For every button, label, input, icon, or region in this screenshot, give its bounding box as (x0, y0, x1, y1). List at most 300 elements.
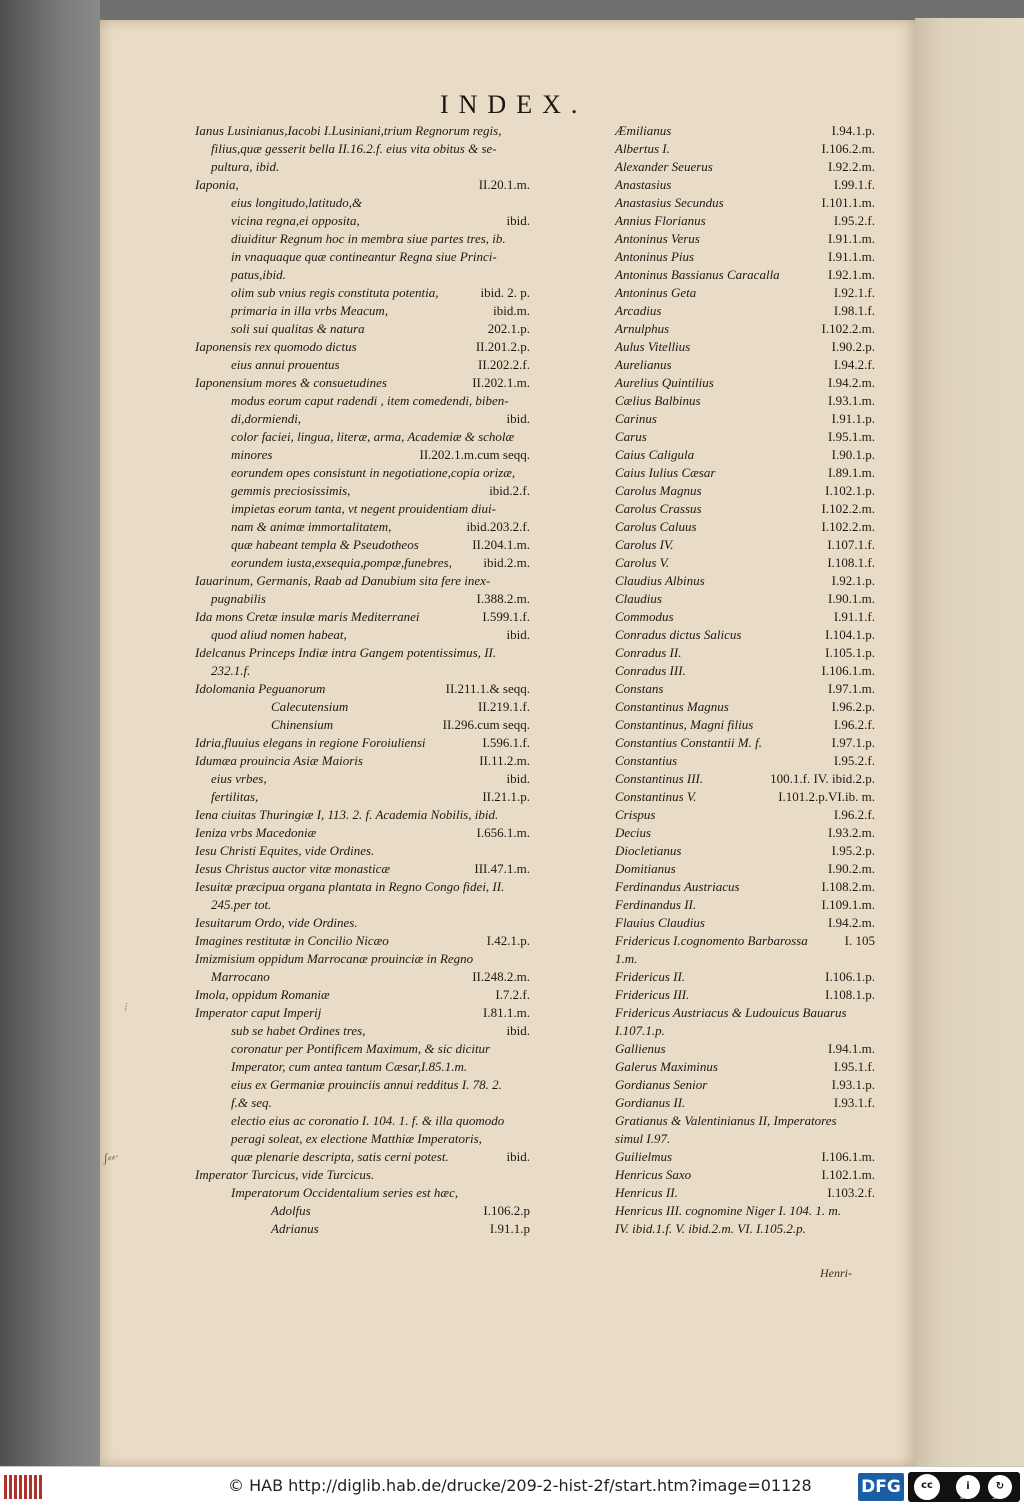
index-entry-text: Diocletianus (615, 843, 682, 858)
index-entry-text: pultura, ibid. (211, 159, 280, 174)
index-entry-reference: I.91.1.p. (831, 411, 875, 426)
index-entry (195, 1022, 530, 1040)
bleed-through-text (915, 18, 1024, 1466)
index-entry-reference: I.102.1.p. (825, 483, 875, 498)
index-entry-reference: I.98.1.f. (833, 303, 875, 318)
scanner-background-left (0, 0, 100, 1466)
index-entry-text: Æmilianus (615, 123, 672, 138)
index-entry-text: olim sub vnius regis constituta potentia, (231, 285, 439, 300)
index-entry-reference: I.108.1.p. (825, 987, 875, 1002)
index-entry (615, 572, 875, 590)
index-entry (615, 320, 875, 338)
index-entry (195, 122, 530, 140)
index-entry-text: Carolus Caluus (615, 519, 697, 534)
index-entry (615, 914, 875, 932)
index-entry-reference: I.95.1.f. (833, 1059, 875, 1074)
index-entry-reference: I.95.2.f. (833, 753, 875, 768)
index-entry-text: Ianus Lusinianus,Iacobi I.Lusiniani,trium Regnorum regis, (195, 123, 502, 138)
index-entry (615, 500, 875, 518)
margin-annotation-mark: ʃ⸗⸗· (103, 1149, 120, 1165)
index-entry-text: Imperatorum Occidentalium series est hæc, (231, 1185, 459, 1200)
index-entry (195, 464, 530, 482)
index-entry-reference: I.94.2.m. (828, 375, 875, 390)
index-entry-text: Domitianus (615, 861, 676, 876)
index-entry (195, 428, 530, 446)
index-entry (195, 950, 530, 968)
index-entry-text: electio eius ac coronatio I. 104. 1. f. & illa quomodo (231, 1113, 505, 1128)
index-entry (615, 428, 875, 446)
index-entry-text: patus,ibid. (231, 267, 286, 282)
index-entry (195, 554, 530, 572)
index-entry (195, 1220, 530, 1238)
index-entry-text: Imagines restitutæ in Concilio Nicæo (195, 933, 389, 948)
index-entry (615, 932, 875, 950)
index-entry-text: Idelcanus Princeps Indiæ intra Gangem potentissimus, II. (195, 645, 497, 660)
index-entry-text: Albertus I. (615, 141, 670, 156)
index-entry-text: nam & animæ immortalitatem, (231, 519, 392, 534)
index-entry-reference: I.93.1.f. (833, 1095, 875, 1110)
cc-icon: cc (914, 1474, 940, 1500)
index-entry (615, 878, 875, 896)
index-entry-text: Constantius Constantii M. f. (615, 735, 762, 750)
index-entry-text: I.107.1.p. (615, 1023, 665, 1038)
index-entry-text: Imizmisium oppidum Marrocanæ prouinciæ in Regno (195, 951, 474, 966)
index-entry-reference: II.202.1.m. (472, 375, 530, 390)
index-entry-reference: I.109.1.m. (821, 897, 875, 912)
index-entry-reference: I.596.1.f. (482, 735, 530, 750)
index-entry (615, 1076, 875, 1094)
index-entry (615, 140, 875, 158)
index-entry-text: filius,quæ gesserit bella II.16.2.f. eius vita obitus & se- (211, 141, 497, 156)
cc-by-label: BY (960, 1493, 969, 1501)
index-entry (195, 788, 530, 806)
index-entry-text: Aulus Vitellius (615, 339, 691, 354)
index-entry-reference: I.105.1.p. (825, 645, 875, 660)
index-entry-text: Henricus II. (615, 1185, 678, 1200)
index-entry (195, 1058, 530, 1076)
index-entry (195, 860, 530, 878)
index-entry-reference: I.93.1.m. (828, 393, 875, 408)
index-entry-reference: I.102.1.m. (821, 1167, 875, 1182)
index-entry-text: Ida mons Cretæ insulæ maris Mediterranei (195, 609, 420, 624)
index-entry-text: Carolus Crassus (615, 501, 702, 516)
index-entry (195, 1040, 530, 1058)
index-entry-text: Constantius (615, 753, 678, 768)
index-entry-reference: ibid. (506, 771, 530, 786)
index-entry-text: eius annui prouentus (231, 357, 340, 372)
index-entry-text: Iesuitæ præcipua organa plantata in Regno Congo fidei, II. (195, 879, 505, 894)
index-entry-text: Iauarinum, Germanis, Raab ad Danubium sita fere inex- (195, 573, 491, 588)
index-entry-text: Alexander Seuerus (615, 159, 713, 174)
index-entry (615, 644, 875, 662)
index-entry (615, 1094, 875, 1112)
index-entry-text: Imperator, cum antea tantum Cæsar,I.85.1.m. (231, 1059, 468, 1074)
index-entry-text: IV. ibid.1.f. V. ibid.2.m. VI. I.105.2.p. (615, 1221, 806, 1236)
index-entry-text: Crispus (615, 807, 656, 822)
index-entry (615, 1148, 875, 1166)
index-entry (615, 842, 875, 860)
index-entry (195, 590, 530, 608)
index-entry-text: Constantinus V. (615, 789, 697, 804)
index-entry-text: Anastasius (615, 177, 672, 192)
index-entry-text: Imperator Turcicus, vide Turcicus. (195, 1167, 375, 1182)
index-entry-reference: I.101.1.m. (821, 195, 875, 210)
index-entry-reference: I.96.2.p. (831, 699, 875, 714)
index-entry-text: eius vrbes, (211, 771, 267, 786)
index-entry-text: Constans (615, 681, 664, 696)
index-entry-reference: II.219.1.f. (478, 699, 530, 714)
index-entry (195, 1130, 530, 1148)
index-entry-reference: I.95.1.m. (828, 429, 875, 444)
index-entry (195, 374, 530, 392)
index-entry-text: Carus (615, 429, 647, 444)
index-entry-text: Adrianus (271, 1221, 319, 1236)
index-entry-reference: I.106.1.m. (821, 663, 875, 678)
index-entry-reference: I.96.2.f. (833, 807, 875, 822)
index-entry-text: Iesu Christi Equites, vide Ordines. (195, 843, 375, 858)
index-entry-text: quæ habeant templa & Pseudotheos (231, 537, 419, 552)
facing-page-edge (915, 18, 1024, 1466)
index-entry-reference: II.202.1.m.cum seqq. (419, 447, 530, 462)
index-entry-text: vicina regna,ei opposita, (231, 213, 360, 228)
index-entry (615, 770, 875, 788)
page-title: INDEX. (440, 90, 588, 119)
index-entry (195, 392, 530, 410)
index-entry (615, 1130, 875, 1148)
index-entry-reference: I.94.2.m. (828, 915, 875, 930)
index-entry-text: Annius Florianus (615, 213, 706, 228)
index-entry-reference: III.47.1.m. (474, 861, 530, 876)
index-entry-text: Fridericus III. (615, 987, 690, 1002)
index-entry-text: Iaponensis rex quomodo dictus (195, 339, 357, 354)
index-entry (195, 302, 530, 320)
index-entry-text: Caius Iulius Cæsar (615, 465, 716, 480)
index-entry (615, 194, 875, 212)
index-entry (615, 482, 875, 500)
index-entry-text: Claudius Albinus (615, 573, 705, 588)
index-entry-text: Antoninus Verus (615, 231, 700, 246)
index-entry (195, 482, 530, 500)
index-entry-reference: I.93.2.m. (828, 825, 875, 840)
index-entry-reference: I.81.1.m. (483, 1005, 530, 1020)
index-entry (615, 590, 875, 608)
index-entry (195, 1004, 530, 1022)
index-entry-text: Iesus Christus auctor vitæ monasticæ (195, 861, 391, 876)
index-entry (615, 806, 875, 824)
index-entry (615, 338, 875, 356)
index-entry-text: Fridericus Austriacus & Ludouicus Bauarus (615, 1005, 847, 1020)
index-entry-text: Carinus (615, 411, 657, 426)
index-entry-text: Constantinus III. (615, 771, 704, 786)
index-entry-text: Constantinus, Magni filius (615, 717, 754, 732)
index-entry (195, 770, 530, 788)
index-entry-text: Adolfus (271, 1203, 311, 1218)
index-entry (615, 230, 875, 248)
index-entry-text: Henricus III. cognomine Niger I. 104. 1. m. (615, 1203, 842, 1218)
index-entry-reference: I.7.2.f. (495, 987, 530, 1002)
index-entry-reference: I.102.2.m. (821, 321, 875, 336)
index-entry (615, 734, 875, 752)
index-entry (615, 122, 875, 140)
index-entry-text: di,dormiendi, (231, 411, 302, 426)
viewer-footer (0, 1466, 1024, 1507)
index-entry-text: Iaponensium mores & consuetudines (195, 375, 387, 390)
index-entry (195, 1166, 530, 1184)
index-entry-reference: I.94.1.m. (828, 1041, 875, 1056)
margin-annotation-mark: ⁞ (124, 1000, 128, 1014)
index-entry-reference: I.90.1.m. (828, 591, 875, 606)
index-entry (195, 824, 530, 842)
index-entry (195, 1148, 530, 1166)
index-entry-reference: ibid. (506, 627, 530, 642)
index-entry-text: Constantinus Magnus (615, 699, 729, 714)
index-entry (615, 1166, 875, 1184)
index-entry-reference: I.94.2.f. (833, 357, 875, 372)
index-entry-reference: 202.1.p. (487, 321, 530, 336)
index-entry-text: Caius Caligula (615, 447, 695, 462)
index-entry (195, 1094, 530, 1112)
index-entry (615, 662, 875, 680)
index-entry (615, 410, 875, 428)
index-entry-text: fertilitas, (211, 789, 259, 804)
index-entry-reference: I.656.1.m. (476, 825, 530, 840)
index-entry-text: Chinensium (271, 717, 334, 732)
index-entry-text: gemmis preciosissimis, (231, 483, 351, 498)
index-entry-text: 1.m. (615, 951, 638, 966)
index-entry (615, 284, 875, 302)
index-entry-reference: I.388.2.m. (476, 591, 530, 606)
index-entry-reference: II.21.1.p. (482, 789, 530, 804)
index-entry-reference: 100.1.f. IV. ibid.2.p. (770, 771, 875, 786)
index-entry (195, 248, 530, 266)
index-entry-reference: ibid. (506, 1149, 530, 1164)
index-entry-text: Antoninus Bassianus Caracalla (615, 267, 780, 282)
index-entry-reference: II.202.2.f. (478, 357, 530, 372)
index-entry-text: Cælius Balbinus (615, 393, 701, 408)
index-entry (615, 464, 875, 482)
index-entry-reference: II.296.cum seqq. (442, 717, 530, 732)
index-entry-text: Antoninus Geta (615, 285, 697, 300)
index-entry-reference: I.92.1.m. (828, 267, 875, 282)
index-entry-text: Carolus IV. (615, 537, 674, 552)
index-entry-text: primaria in illa vrbs Meacum, (231, 303, 389, 318)
index-entry-reference: I.101.2.p.VI.ib. m. (778, 789, 875, 804)
index-entry-text: Conradus III. (615, 663, 686, 678)
index-entry (615, 1220, 875, 1238)
index-entry (195, 158, 530, 176)
index-entry (195, 842, 530, 860)
index-entry-text: Idolomania Peguanorum (195, 681, 326, 696)
index-entry-reference: ibid.2.f. (489, 483, 530, 498)
index-entry (195, 698, 530, 716)
copyright-link[interactable]: © HAB http://diglib.hab.de/drucke/209-2-hist-2f/start.htm?image=01128 (228, 1476, 812, 1495)
index-entry (195, 896, 530, 914)
index-entry (615, 302, 875, 320)
index-entry-reference: I.97.1.p. (831, 735, 875, 750)
index-entry (615, 176, 875, 194)
index-entry (195, 968, 530, 986)
index-entry (615, 266, 875, 284)
index-entry (615, 896, 875, 914)
index-entry-text: Arcadius (615, 303, 662, 318)
catchword: Henri- (820, 1266, 852, 1280)
index-entry-reference: I.94.1.p. (831, 123, 875, 138)
index-entry-reference: I.106.1.p. (825, 969, 875, 984)
index-entry (195, 572, 530, 590)
index-entry-text: Aurelianus (615, 357, 672, 372)
index-entry-reference: ibid.2.m. (483, 555, 530, 570)
index-entry (195, 932, 530, 950)
index-entry (615, 680, 875, 698)
index-entry (195, 266, 530, 284)
index-entry-text: Calecutensium (271, 699, 349, 714)
index-entry-text: modus eorum caput radendi , item comedendi, biben- (231, 393, 509, 408)
index-entry-text: Carolus V. (615, 555, 670, 570)
index-entry (195, 230, 530, 248)
index-entry (195, 500, 530, 518)
index-entry-reference: I.106.2.m. (821, 141, 875, 156)
index-entry-text: Ieniza vrbs Macedoniæ (195, 825, 317, 840)
index-entry-text: Antoninus Pius (615, 249, 695, 264)
index-entry-reference: I. 105 (844, 933, 875, 948)
index-entry-reference: I.91.1.p (489, 1221, 530, 1236)
index-entry-text: Aurelius Quintilius (615, 375, 714, 390)
index-entry-reference: I.106.2.p (483, 1203, 530, 1218)
index-entry (195, 176, 530, 194)
index-entry (195, 626, 530, 644)
index-entry (615, 860, 875, 878)
index-entry-text: pugnabilis (211, 591, 266, 606)
index-entry (615, 1022, 875, 1040)
index-entry-reference: I.102.2.m. (821, 501, 875, 516)
index-entry-text: Flauius Claudius (615, 915, 705, 930)
index-entry (615, 716, 875, 734)
index-entry-reference: II.248.2.m. (472, 969, 530, 984)
index-entry (615, 626, 875, 644)
index-entry-text: Anastasius Secundus (615, 195, 724, 210)
index-entry-reference: II.201.2.p. (475, 339, 530, 354)
index-entry (195, 716, 530, 734)
index-entry-text: Conradus dictus Salicus (615, 627, 742, 642)
index-entry-text: Gordianus Senior (615, 1077, 708, 1092)
index-entry (195, 1184, 530, 1202)
index-entry-reference: I.97.1.m. (828, 681, 875, 696)
index-entry-text: Ferdinandus Austriacus (615, 879, 740, 894)
index-entry (615, 1112, 875, 1130)
index-entry-text: eius ex Germaniæ prouinciis annui redditus I. 78. 2. (231, 1077, 502, 1092)
index-entry-text: peragi soleat, ex electione Matthiæ Imperatoris, (231, 1131, 482, 1146)
index-entry (195, 536, 530, 554)
index-entry-text: Iena ciuitas Thuringiæ I, 113. 2. f. Academia Nobilis, ibid. (195, 807, 499, 822)
index-entry-reference: ibid.203.2.f. (466, 519, 530, 534)
index-entry-text: Iesuitarum Ordo, vide Ordines. (195, 915, 358, 930)
index-entry-text: coronatur per Pontificem Maximum, & sic dicitur (231, 1041, 491, 1056)
index-entry-text: 232.1.f. (211, 663, 251, 678)
index-entry-text: Henricus Saxo (615, 1167, 692, 1182)
index-entry (615, 1202, 875, 1220)
index-entry-text: Fridericus I.cognomento Barbarossa (615, 933, 808, 948)
index-entry (195, 194, 530, 212)
hab-barcode-logo[interactable] (4, 1475, 46, 1499)
index-entry-text: Decius (615, 825, 652, 840)
index-entry (615, 518, 875, 536)
index-entry-reference: I.95.2.f. (833, 213, 875, 228)
index-entry (195, 806, 530, 824)
index-entry (195, 986, 530, 1004)
index-entry-reference: I.90.1.p. (831, 447, 875, 462)
index-entry-reference: I.96.2.f. (833, 717, 875, 732)
index-entry-reference: I.107.1.f. (827, 537, 875, 552)
index-entry-text: Conradus II. (615, 645, 682, 660)
index-entry-reference: ibid. 2. p. (480, 285, 530, 300)
index-entry (195, 410, 530, 428)
index-entry (615, 1184, 875, 1202)
index-entry-reference: I.91.1.m. (828, 231, 875, 246)
index-entry (195, 212, 530, 230)
index-entry-text: 245.per tot. (211, 897, 272, 912)
index-entry (615, 248, 875, 266)
index-entry (615, 392, 875, 410)
index-entry-reference: I.102.2.m. (821, 519, 875, 534)
index-entry (615, 950, 875, 968)
index-entry (195, 446, 530, 464)
index-column-left (195, 122, 530, 1238)
index-entry-text: Imola, oppidum Romaniæ (195, 987, 330, 1002)
cc-sa-label: SA (992, 1493, 1002, 1501)
index-entry-text: f.& seq. (231, 1095, 272, 1110)
index-entry-text: Guilielmus (615, 1149, 673, 1164)
index-entry-text: sub se habet Ordines tres, (231, 1023, 366, 1038)
index-entry (195, 518, 530, 536)
index-entry-text: color faciei, lingua, literæ, arma, Academiæ & scholæ (231, 429, 515, 444)
index-entry-reference: I.108.1.f. (827, 555, 875, 570)
attribution-icon: i (956, 1475, 980, 1499)
dfg-logo[interactable]: DFG (858, 1473, 904, 1501)
index-entry-reference: I.91.1.f. (833, 609, 875, 624)
index-entry-text: Commodus (615, 609, 674, 624)
index-entry (195, 140, 530, 158)
index-entry-reference: I.90.2.m. (828, 861, 875, 876)
index-entry-reference: I.90.2.p. (831, 339, 875, 354)
index-entry-reference: I.93.1.p. (831, 1077, 875, 1092)
index-entry-text: Idria,fluuius elegans in regione Foroiuliensi (195, 735, 426, 750)
index-entry (195, 680, 530, 698)
index-entry (195, 1202, 530, 1220)
index-entry (195, 356, 530, 374)
index-entry-reference: ibid. (506, 213, 530, 228)
index-entry (195, 284, 530, 302)
index-entry-reference: ibid.m. (493, 303, 530, 318)
creative-commons-badge[interactable] (908, 1472, 1020, 1502)
index-entry (615, 554, 875, 572)
index-entry-reference: I.92.2.m. (828, 159, 875, 174)
index-entry (195, 320, 530, 338)
index-entry (615, 608, 875, 626)
index-entry-reference: II.20.1.m. (478, 177, 530, 192)
index-entry (615, 824, 875, 842)
index-entry-text: eorundem iusta,exsequia,pompæ,funebres, (231, 555, 452, 570)
index-entry-reference: I.92.1.f. (833, 285, 875, 300)
index-entry-text: Claudius (615, 591, 662, 606)
index-entry-text: Ferdinandus II. (615, 897, 697, 912)
index-entry (615, 1058, 875, 1076)
index-entry (195, 734, 530, 752)
index-entry (615, 1004, 875, 1022)
index-entry-text: Arnulphus (615, 321, 670, 336)
index-entry (615, 968, 875, 986)
index-entry-text: quod aliud nomen habeat, (211, 627, 347, 642)
index-entry-reference: II.204.1.m. (472, 537, 530, 552)
